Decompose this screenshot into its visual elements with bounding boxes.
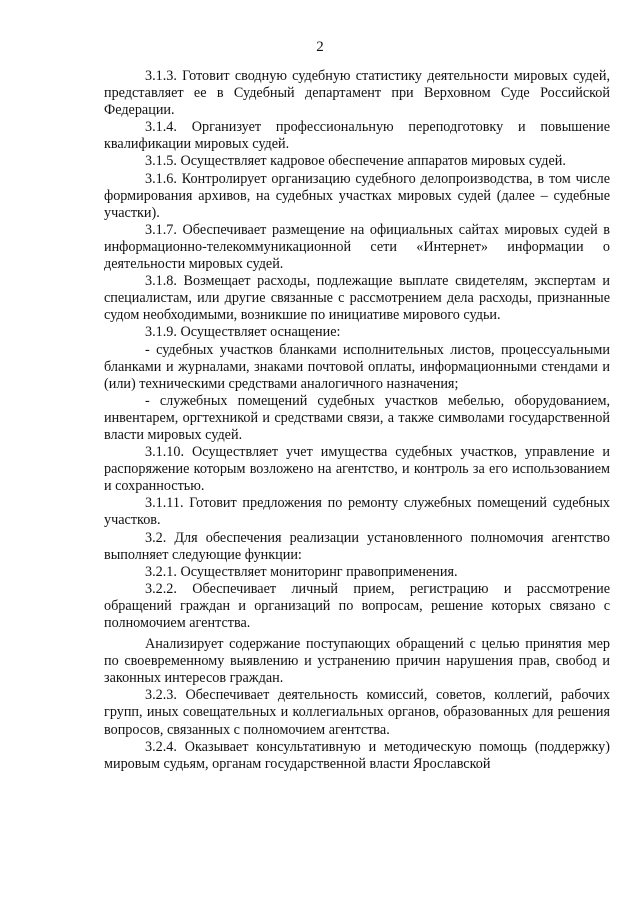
paragraph: 3.1.9. Осуществляет оснащение: bbox=[145, 324, 341, 341]
paragraph: 3.2.1. Осуществляет мониторинг правоприменения. bbox=[145, 563, 458, 580]
paragraph: 3.1.8. Возмещает расходы, подлежащие выплате свидетелям, экспертам и специалистам, или другие связанные с рассмотрением дела расходы, признанные судом необходимыми, возникшие по инициативе мирового судьи. bbox=[104, 273, 610, 324]
paragraph: 3.2.4. Оказывает консультативную и методическую помощь (поддержку) мировым судьям, органам государственной власти Ярославской bbox=[104, 738, 610, 772]
paragraph: 3.1.11. Готовит предложения по ремонту служебных помещений судебных участков. bbox=[104, 495, 610, 529]
document-body bbox=[104, 68, 610, 773]
paragraph: 3.2. Для обеспечения реализации установленного полномочия агентство выполняет следующие функции: bbox=[104, 529, 610, 563]
page-number: 2 bbox=[316, 39, 324, 55]
paragraph: 3.1.7. Обеспечивает размещение на официальных сайтах мировых судей в информационно-телекоммуникационной сети «Интернет» информации о деятельности мировых судей. bbox=[104, 221, 610, 273]
paragraph: 3.1.5. Осуществляет кадровое обеспечение аппаратов мировых судей. bbox=[145, 153, 566, 170]
paragraph: 3.1.6. Контролирует организацию судебного делопроизводства, в том числе формирования архивов, на судебных участках мировых судей (далее – судебные участки). bbox=[104, 170, 610, 221]
paragraph: 3.2.3. Обеспечивает деятельность комиссий, советов, коллегий, рабочих групп, иных совещательных и коллегиальных органов, образованных для решения вопросов, связанных с полномочием агентства. bbox=[104, 687, 610, 738]
paragraph: 3.2.2. Обеспечивает личный прием, регистрацию и рассмотрение обращений граждан и организаций по вопросам, решение которых связано с полномочием агентства. bbox=[104, 580, 610, 631]
paragraph: Анализирует содержание поступающих обращений с целью принятия мер по своевременному выявлению и устранению причин нарушения прав, свобод и законных интересов граждан. bbox=[104, 636, 610, 687]
paragraph: 3.1.3. Готовит сводную судебную статистику деятельности мировых судей, представляет ее в Судебный департамент при Верховном Суде Российской Федерации. bbox=[104, 68, 610, 119]
paragraph: 3.1.4. Организует профессиональную переподготовку и повышение квалификации мировых судей. bbox=[104, 119, 610, 153]
paragraph: - служебных помещений судебных участков мебелью, оборудованием, инвентарем, оргтехникой и средствами связи, а также символами государственной власти мировых судей. bbox=[104, 392, 610, 443]
paragraph: 3.1.10. Осуществляет учет имущества судебных участков, управление и распоряжение которым возложено на агентство, и контроль за его использованием и сохранностью. bbox=[104, 444, 610, 495]
paragraph: - судебных участков бланками исполнительных листов, процессуальными бланками и журналами, знаками почтовой оплаты, информационными стендами и (или) техническими средствами аналогичного назначения; bbox=[104, 341, 610, 392]
